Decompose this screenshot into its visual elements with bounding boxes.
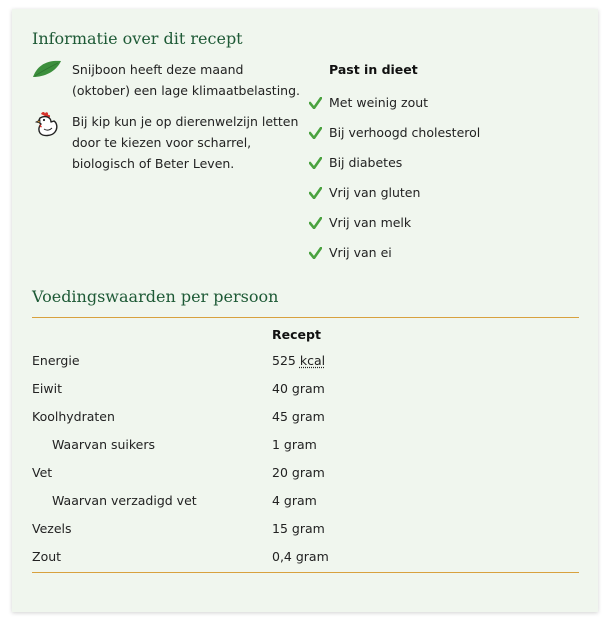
nutrient-name: Zout bbox=[32, 549, 62, 564]
nutrition-table bbox=[32, 347, 579, 571]
nutrient-value: 15 gram bbox=[272, 521, 325, 536]
diet-item bbox=[309, 148, 579, 178]
diet-item bbox=[309, 118, 579, 148]
nutrition-row-koolhydraten bbox=[32, 403, 579, 431]
diet-item-label: Vrij van ei bbox=[329, 245, 392, 260]
diet-item bbox=[309, 238, 579, 268]
nutrition-row-vezels bbox=[32, 515, 579, 543]
nutrient-value: 40 gram bbox=[272, 381, 325, 396]
nutrient-name: Energie bbox=[32, 353, 80, 368]
info-heading: Informatie over dit recept bbox=[32, 29, 243, 48]
diet-list bbox=[309, 88, 579, 268]
diet-item bbox=[309, 88, 579, 118]
leaf-icon bbox=[32, 59, 62, 87]
nutrient-name: Vet bbox=[32, 465, 53, 480]
check-icon bbox=[309, 157, 322, 169]
nutrient-name: Waarvan suikers bbox=[52, 437, 156, 452]
check-icon bbox=[309, 247, 322, 259]
nutrient-name: Waarvan verzadigd vet bbox=[52, 493, 197, 508]
nutrient-value: 4 gram bbox=[272, 493, 317, 508]
nutrition-row-eiwit bbox=[32, 375, 579, 403]
nutrient-value: 0,4 gram bbox=[272, 549, 329, 564]
nutrition-row-suikers bbox=[32, 431, 579, 459]
nutrient-name: Vezels bbox=[32, 521, 72, 536]
nutrition-column-header: Recept bbox=[272, 327, 321, 342]
nutrition-row-energie bbox=[32, 347, 579, 375]
nutrient-name: Koolhydraten bbox=[32, 409, 115, 424]
nutrient-value: 20 gram bbox=[272, 465, 325, 480]
nutrient-value: 1 gram bbox=[272, 437, 317, 452]
nutrition-divider-top bbox=[32, 317, 579, 318]
nutrient-value: 45 gram bbox=[272, 409, 325, 424]
nutrient-value bbox=[272, 347, 325, 375]
diet-section bbox=[309, 61, 579, 268]
nutrient-name: Eiwit bbox=[32, 381, 62, 396]
nutrition-row-vet bbox=[32, 459, 579, 487]
energy-number: 525 bbox=[272, 353, 296, 368]
check-icon bbox=[309, 217, 322, 229]
diet-item bbox=[309, 208, 579, 238]
diet-item-label: Met weinig zout bbox=[329, 95, 429, 110]
diet-item bbox=[309, 178, 579, 208]
nutrition-row-verzadigd-vet bbox=[32, 487, 579, 515]
diet-item-label: Vrij van melk bbox=[329, 215, 412, 230]
diet-item-label: Vrij van gluten bbox=[329, 185, 421, 200]
check-icon bbox=[309, 97, 322, 109]
nutrition-divider-bottom bbox=[32, 572, 579, 573]
nutrition-row-zout bbox=[32, 543, 579, 571]
nutrition-heading: Voedingswaarden per persoon bbox=[32, 287, 279, 306]
diet-item-label: Bij diabetes bbox=[329, 155, 403, 170]
kcal-abbreviation: kcal bbox=[299, 353, 326, 368]
recipe-info-card bbox=[12, 9, 598, 612]
check-icon bbox=[309, 187, 322, 199]
info-item-text: Snijboon heeft deze maand (oktober) een lage klimaatbelasting. bbox=[72, 62, 300, 98]
diet-item-label: Bij verhoogd cholesterol bbox=[329, 125, 481, 140]
info-item-text: Bij kip kun je op dierenwelzijn letten door te kiezen voor scharrel, biologisch of Beter Leven. bbox=[72, 114, 299, 171]
chicken-icon bbox=[32, 111, 62, 139]
check-icon bbox=[309, 127, 322, 139]
diet-title: Past in dieet bbox=[329, 62, 418, 77]
